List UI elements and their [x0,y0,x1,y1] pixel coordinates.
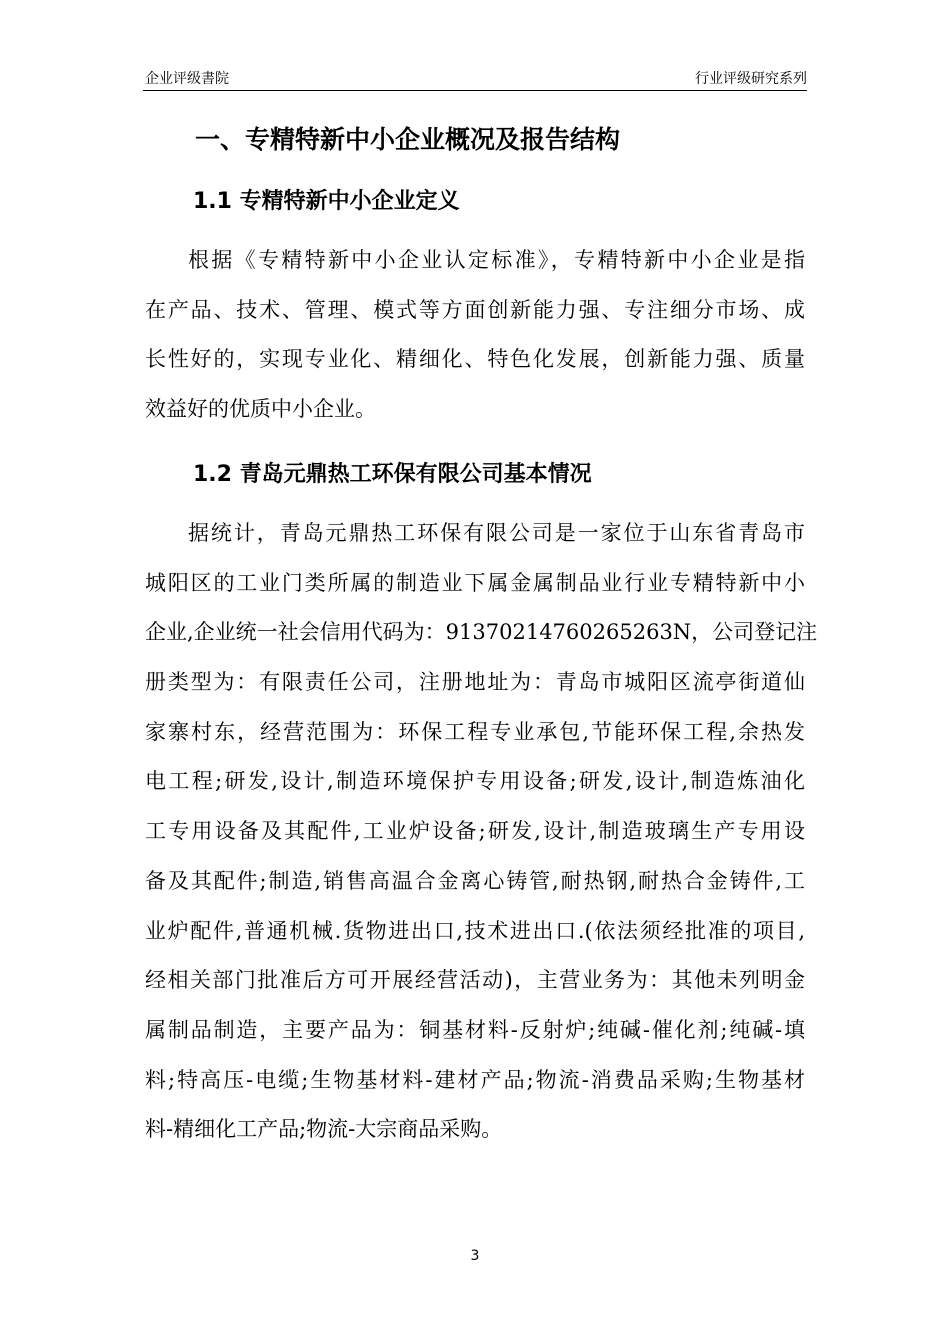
header-divider [143,90,807,91]
text-line: 工专用设备及其配件,工业炉设备;研发,设计,制造玻璃生产专用设 [145,819,805,844]
text-line: 料-精细化工产品;物流-大宗商品采购。 [145,1117,503,1142]
text-line: 在产品、技术、管理、模式等方面创新能力强、专注细分市场、成 [145,297,805,322]
text-line: 经相关部门批准后方可开展经营活动)，主营业务为：其他未列明金 [145,968,805,993]
text-line: 长性好的，实现专业化、精细化、特色化发展，创新能力强、质量 [145,347,805,372]
paragraph-company-info [145,509,818,1155]
text-line: 城阳区的工业门类所属的制造业下属金属制品业行业专精特新中小 [145,570,805,595]
text-line: 企业,企业统一社会信用代码为：91370214760265263N，公司登记注 [145,620,818,645]
text-line: 业炉配件,普通机械.货物进出口,技术进出口.(依法须经批准的项目, [145,918,805,943]
text-line: 据统计，青岛元鼎热工环保有限公司是一家位于山东省青岛市 [188,521,805,545]
text-line: 属制品制造，主要产品为：铜基材料-反射炉;纯碱-催化剂;纯碱-填 [145,1017,805,1042]
subsection-title-1-1: 1.1 专精特新中小企业定义 [193,189,460,214]
paragraph-definition [145,236,805,435]
header-left: 企业评级書院 [145,71,229,87]
text-line: 备及其配件;制造,销售高温合金离心铸管,耐热钢,耐热合金铸件,工 [145,868,805,893]
subsection-title-1-2: 1.2 青岛元鼎热工环保有限公司基本情况 [193,462,592,487]
text-line: 根据《专精特新中小企业认定标准》，专精特新中小企业是指 [188,248,805,272]
page-number: 3 [470,1248,480,1264]
text-line: 册类型为：有限责任公司，注册地址为：青岛市城阳区流亭街道仙 [145,670,805,695]
text-line: 效益好的优质中小企业。 [145,397,376,422]
text-line: 电工程;研发,设计,制造环境保护专用设备;研发,设计,制造炼油化 [145,769,805,794]
text-line: 料;特高压-电缆;生物基材料-建材产品;物流-消费品采购;生物基材 [145,1067,805,1092]
section-title: 一、专精特新中小企业概况及报告结构 [195,125,621,154]
text-line: 家寨村东，经营范围为：环保工程专业承包,节能环保工程,余热发 [145,719,805,744]
header-right: 行业评级研究系列 [695,71,807,87]
